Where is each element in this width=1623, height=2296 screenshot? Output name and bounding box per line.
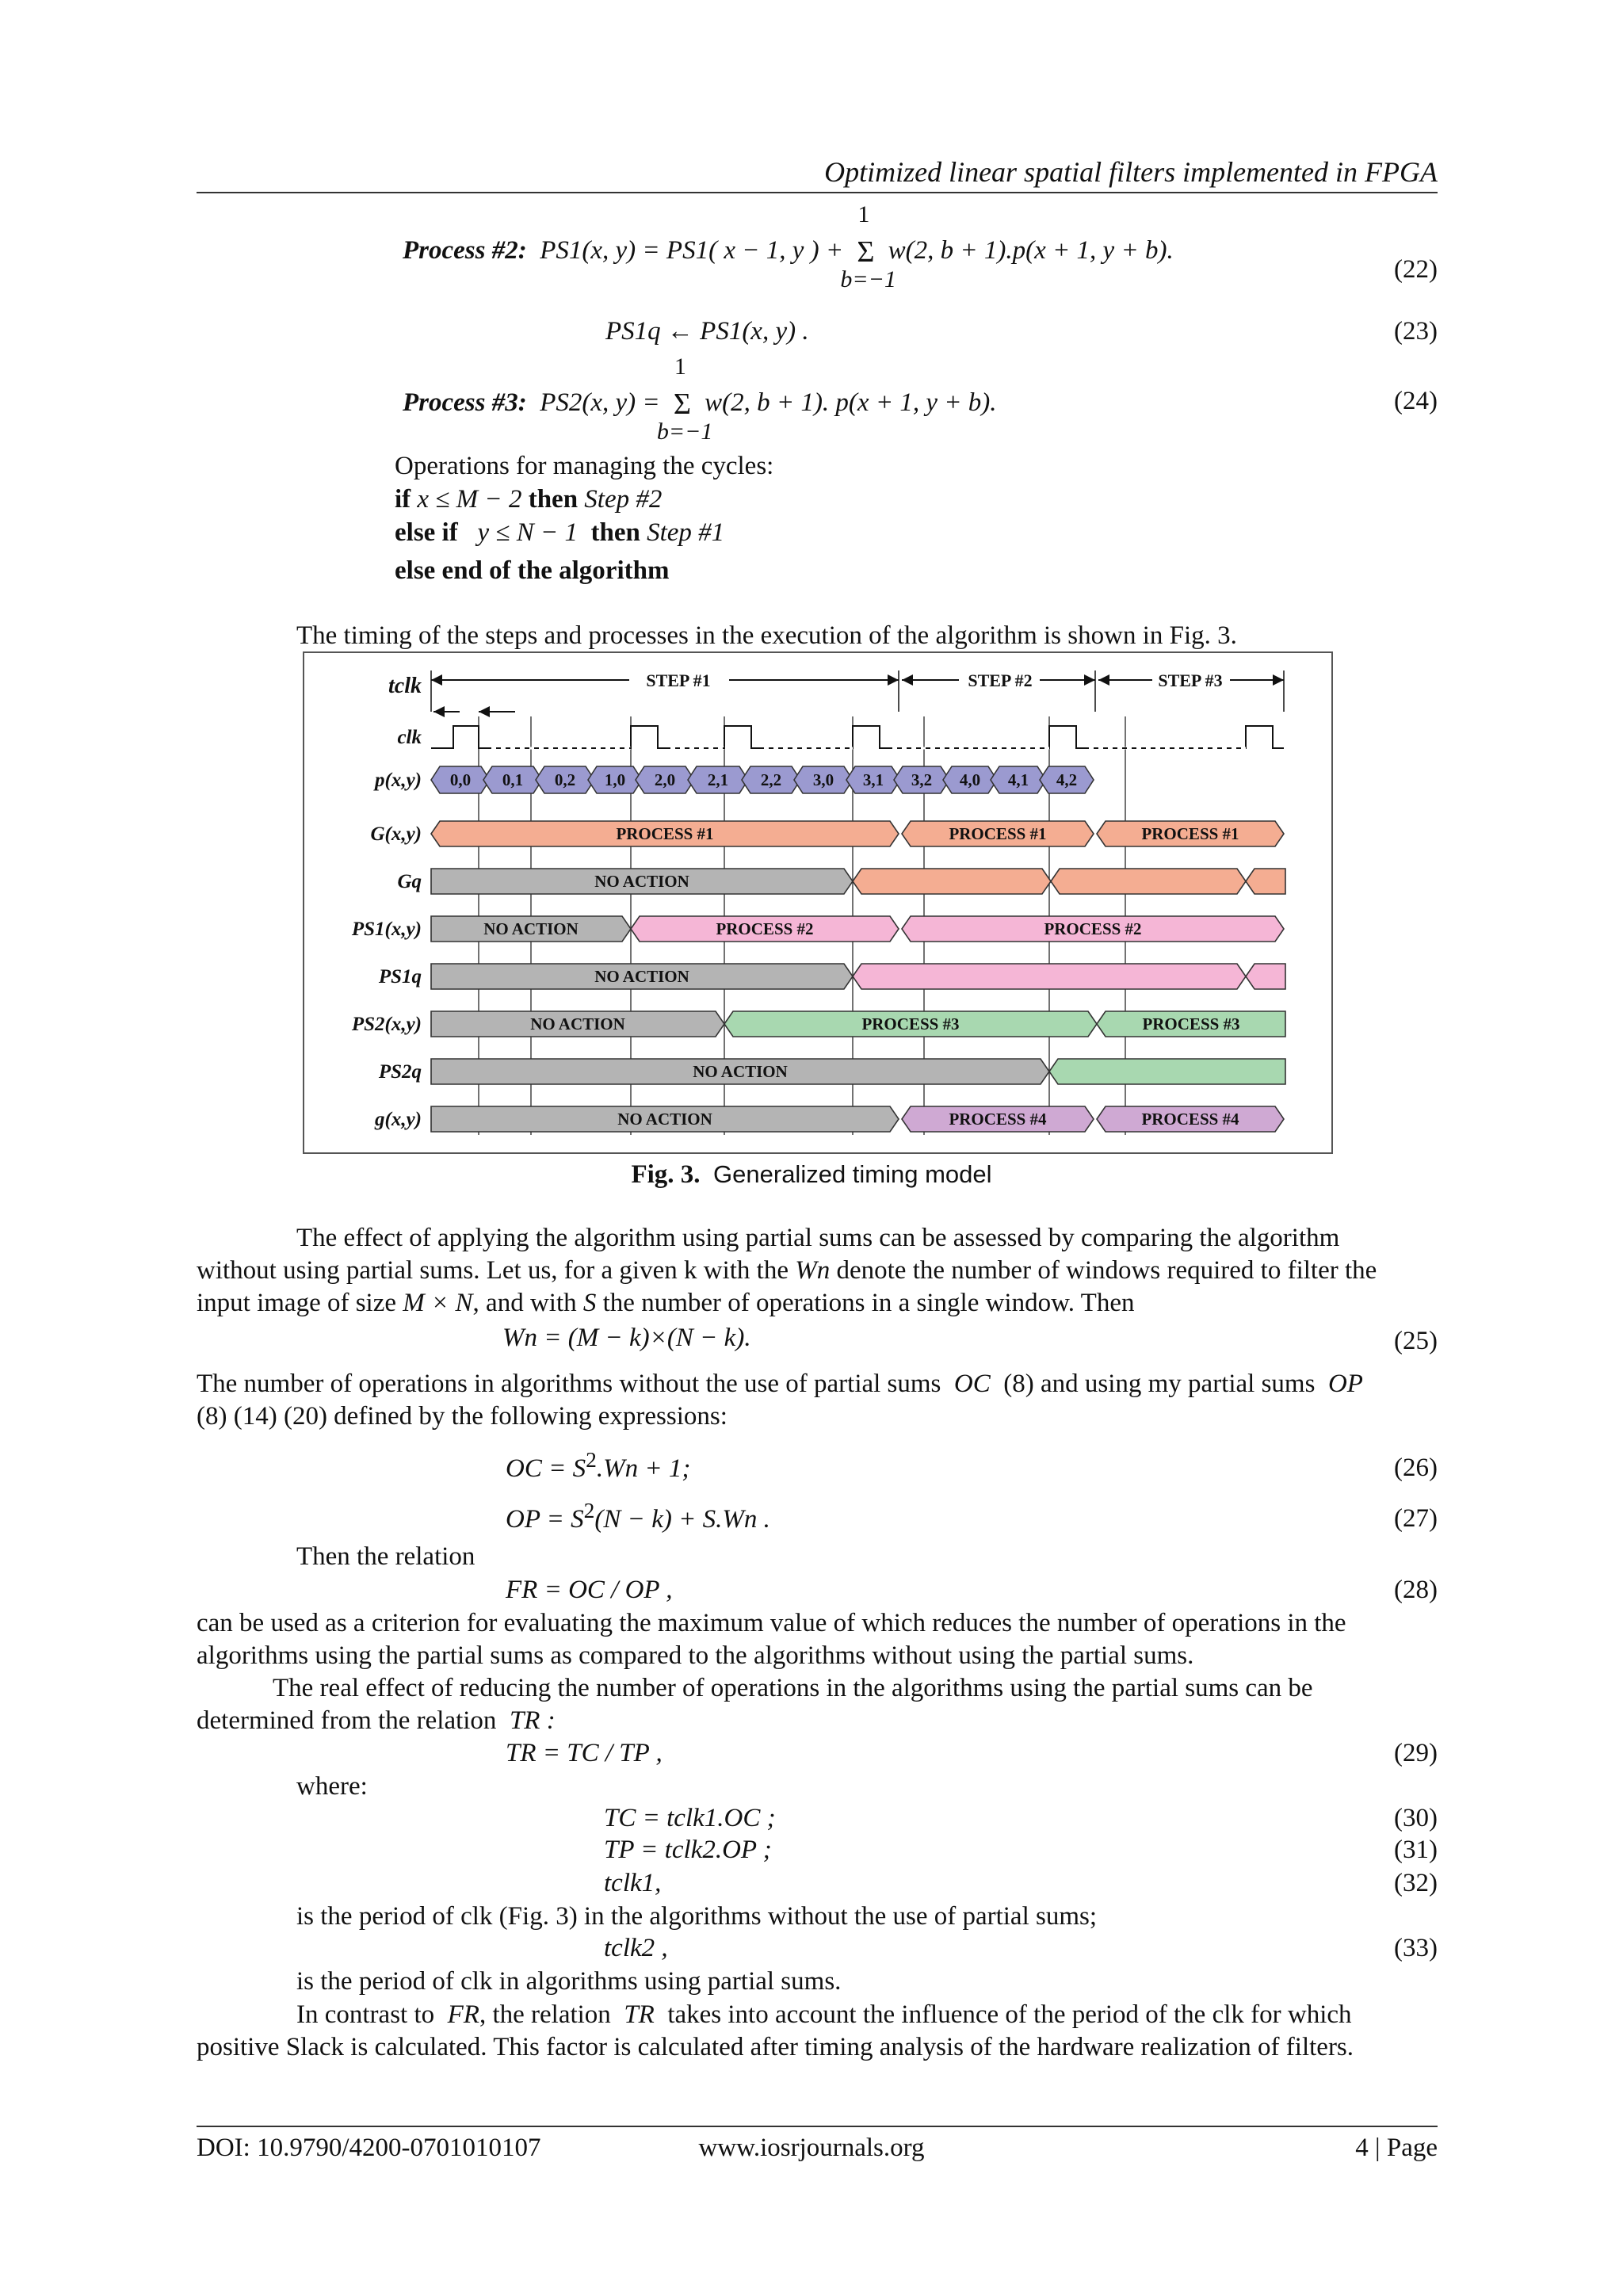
equation-lhs: PS2(x, y) = bbox=[540, 388, 660, 417]
row-label-tclk: tclk bbox=[388, 674, 422, 698]
equation-22 bbox=[403, 201, 1174, 292]
footer-rule bbox=[197, 2126, 1438, 2127]
footer-doi: DOI: 10.9790/4200-0701010107 bbox=[197, 2134, 541, 2162]
equation-29: TR = TC / TP , bbox=[506, 1739, 663, 1767]
row-label-pxy: p(x,y) bbox=[375, 770, 422, 791]
pixel-0-0-label: 0,0 bbox=[449, 770, 472, 789]
eq-number-27: (27) bbox=[1394, 1504, 1438, 1533]
ps2-process3-a-label: PROCESS #3 bbox=[861, 1014, 960, 1033]
row-label-gq: Gq bbox=[397, 871, 422, 892]
ps1-process2-b-label: PROCESS #2 bbox=[1044, 919, 1142, 938]
pixel-2-0-label: 2,0 bbox=[654, 770, 676, 789]
gout-process4-b-label: PROCESS #4 bbox=[1141, 1110, 1239, 1129]
equation-body: w(2, b + 1). p(x + 1, y + b). bbox=[705, 388, 997, 417]
cycles-line-2: else if y ≤ N − 1 then Step #1 bbox=[395, 518, 725, 547]
pixel-4-2-label: 4,2 bbox=[1056, 770, 1078, 789]
pixel-0-2-label: 0,2 bbox=[554, 770, 576, 789]
row-label-ps1xy: PS1(x,y) bbox=[351, 919, 422, 940]
pixel-3-0-label: 3,0 bbox=[812, 770, 834, 789]
equation-lhs: PS1(x, y) = PS1( x − 1, y ) + bbox=[540, 236, 844, 265]
pixel-0-1-label: 0,1 bbox=[502, 770, 524, 789]
row-label-ps2xy: PS2(x,y) bbox=[351, 1014, 422, 1035]
header-rule bbox=[197, 192, 1438, 193]
ps2q-seg1 bbox=[1049, 1059, 1285, 1084]
text-after-eq33: is the period of clk in algorithms using partial sums. bbox=[296, 1967, 842, 1996]
pixel-2-1-label: 2,1 bbox=[707, 770, 729, 789]
sum-upper-limit: 1 bbox=[857, 201, 870, 227]
step3-label: STEP #3 bbox=[1158, 670, 1223, 690]
equation-31: TP = tclk2.OP ; bbox=[604, 1836, 772, 1864]
g-process1-step3-label: PROCESS #1 bbox=[1141, 824, 1239, 843]
ps1-process2-a-label: PROCESS #2 bbox=[716, 919, 814, 938]
equation-23: PS1q ← PS1(x, y) . bbox=[605, 317, 809, 346]
row-label-gxy: G(x,y) bbox=[370, 823, 422, 845]
text-after-eq32: is the period of clk (Fig. 3) in the algorithms without the use of partial sums; bbox=[296, 1902, 1098, 1931]
ps1q-no-action-label: NO ACTION bbox=[594, 967, 689, 986]
eq-number-25: (25) bbox=[1394, 1327, 1438, 1355]
footer-page: 4 | Page bbox=[1355, 2134, 1438, 2162]
timing-diagram-figure bbox=[303, 651, 1333, 1154]
paragraph-5: In contrast to FR, the relation TR takes into account the influence of the period of the clk for which positive Slack is calculated. This factor is calculated after timing analysis of the hardware realization of filters. bbox=[197, 2000, 1354, 2061]
row-label-ps2q: PS2q bbox=[378, 1061, 422, 1083]
equation-33: tclk2 , bbox=[604, 1934, 668, 1962]
paragraph-3: can be used as a criterion for evaluating the maximum value of which reduces the number of operations in the algorithms using the partial sums as compared to the algorithms without using the partial sums. bbox=[197, 1609, 1346, 1670]
paragraph-1: The effect of applying the algorithm using partial sums can be assessed by comparing the algorithm without using partial sums. Let us, for a given k with the Wn denote the number of windows required to filter the input image of size M × N, and with S the number of operations in a single window. Then bbox=[197, 1224, 1377, 1317]
step1-label: STEP #1 bbox=[646, 670, 711, 690]
equation-body: w(2, b + 1).p(x + 1, y + b). bbox=[888, 236, 1174, 265]
cycles-line-1: if x ≤ M − 2 then Step #2 bbox=[395, 485, 663, 514]
gq-seg3 bbox=[1246, 869, 1285, 894]
g-process1-step1-label: PROCESS #1 bbox=[616, 824, 714, 843]
g-process1-step2-label: PROCESS #1 bbox=[949, 824, 1047, 843]
sum-symbol: Σ bbox=[673, 388, 691, 421]
gq-seg1 bbox=[853, 869, 1051, 894]
eq-number-29: (29) bbox=[1394, 1739, 1438, 1767]
eq-number-31: (31) bbox=[1394, 1836, 1438, 1864]
paragraph-2: The number of operations in algorithms without the use of partial sums OC (8) and using my partial sums OP (8) (14) (20) defined by the following expressions: bbox=[197, 1370, 1363, 1431]
gout-no-action-label: NO ACTION bbox=[617, 1110, 712, 1129]
sum-lower-limit: b=−1 bbox=[656, 418, 713, 445]
row-label-ps1q: PS1q bbox=[378, 966, 422, 988]
equation-27: OP = $S^2(N - k) + S.Wn$ . bbox=[506, 1498, 770, 1534]
eq-number-26: (26) bbox=[1394, 1454, 1438, 1482]
eq-number-22: (22) bbox=[1394, 255, 1438, 284]
cycles-intro: Operations for managing the cycles: bbox=[395, 452, 774, 480]
row-label-gxy: g(x,y) bbox=[375, 1109, 422, 1130]
equation-28: FR = OC / OP , bbox=[506, 1576, 673, 1604]
timing-intro: The timing of the steps and processes in the execution of the algorithm is shown in Fig. 3. bbox=[296, 621, 1237, 650]
equation-32: tclk1, bbox=[604, 1869, 662, 1897]
process-label: Process #2: bbox=[403, 236, 527, 265]
pixel-3-1-label: 3,1 bbox=[862, 770, 884, 789]
eq-number-33: (33) bbox=[1394, 1934, 1438, 1962]
pixel-4-0-label: 4,0 bbox=[959, 770, 981, 789]
gout-process4-a-label: PROCESS #4 bbox=[949, 1110, 1047, 1129]
gq-seg2 bbox=[1051, 869, 1246, 894]
then-relation: Then the relation bbox=[296, 1542, 475, 1571]
ps2-no-action-label: NO ACTION bbox=[530, 1014, 625, 1033]
ps1-no-action-label: NO ACTION bbox=[483, 919, 579, 938]
figure-caption: Fig. 3. Generalized timing model bbox=[631, 1160, 992, 1189]
step2-label: STEP #2 bbox=[968, 670, 1033, 690]
ps2-process3-b-label: PROCESS #3 bbox=[1142, 1014, 1240, 1033]
sum-symbol: Σ bbox=[857, 235, 875, 269]
equation-30: TC = tclk1.OC ; bbox=[604, 1804, 776, 1832]
equation-25: Wn = (M − k)×(N − k). bbox=[502, 1324, 751, 1352]
equation-26: OC = $S^2.Wn + 1$; bbox=[506, 1447, 691, 1483]
footer-site: www.iosrjournals.org bbox=[698, 2134, 925, 2162]
pixel-1-0-label: 1,0 bbox=[604, 770, 626, 789]
pixel-2-2-label: 2,2 bbox=[760, 770, 782, 789]
process-label: Process #3: bbox=[403, 388, 527, 417]
ps1q-seg1 bbox=[853, 964, 1246, 989]
equation-24 bbox=[403, 353, 997, 445]
eq-number-30: (30) bbox=[1394, 1804, 1438, 1832]
eq-number-32: (32) bbox=[1394, 1869, 1438, 1897]
eq-number-28: (28) bbox=[1394, 1576, 1438, 1604]
row-label-clk: clk bbox=[397, 727, 422, 748]
sum-lower-limit: b=−1 bbox=[840, 266, 896, 292]
pixel-4-1-label: 4,1 bbox=[1007, 770, 1029, 789]
cycles-line-3: else end of the algorithm bbox=[395, 556, 670, 585]
pixel-3-2-label: 3,2 bbox=[911, 770, 933, 789]
ps2q-no-action-label: NO ACTION bbox=[693, 1062, 788, 1081]
eq-number-24: (24) bbox=[1394, 387, 1438, 415]
paragraph-4: The real effect of reducing the number of operations in the algorithms using the partial sums can be determined from the relation TR : bbox=[197, 1674, 1313, 1735]
ps1q-seg2 bbox=[1246, 964, 1285, 989]
running-header: Optimized linear spatial filters implemented in FPGA bbox=[824, 156, 1438, 188]
gq-no-action-label: NO ACTION bbox=[594, 872, 689, 891]
where-label: where: bbox=[296, 1772, 368, 1801]
sum-upper-limit: 1 bbox=[674, 353, 686, 380]
eq-number-23: (23) bbox=[1394, 317, 1438, 346]
